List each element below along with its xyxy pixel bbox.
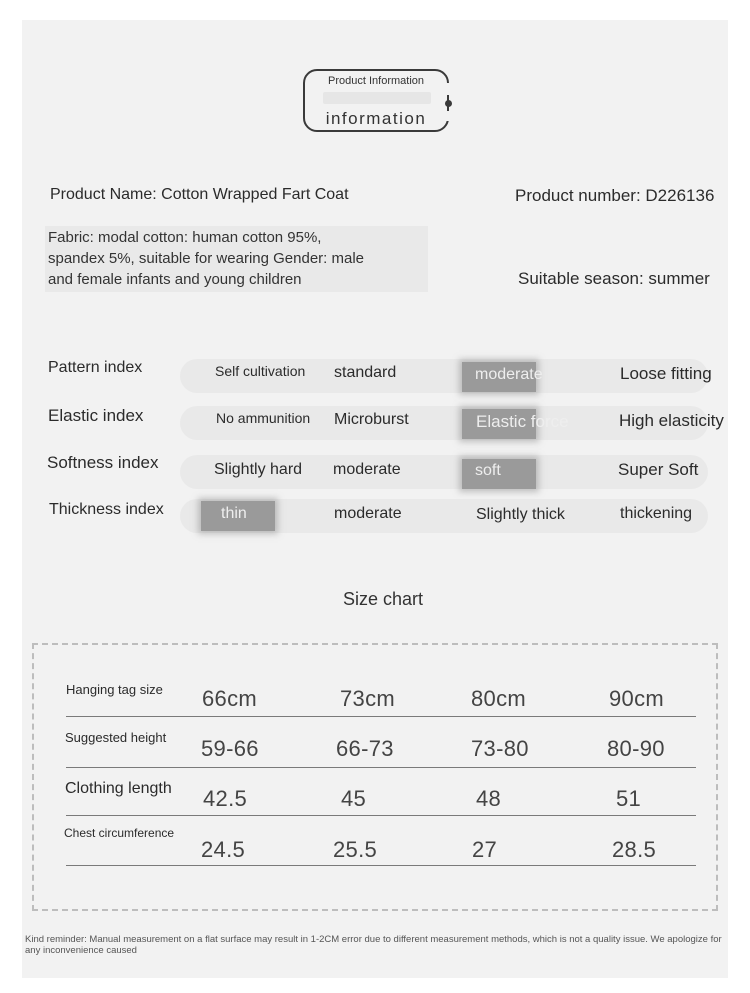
size-cell: 28.5 <box>612 837 657 862</box>
elastic-index-label: Elastic index <box>48 406 144 425</box>
suitable-season: Suitable season: summer <box>518 269 710 288</box>
size-cell: 51 <box>616 786 642 811</box>
badge-dot-icon <box>445 100 452 107</box>
table-divider <box>66 815 696 816</box>
size-cell: 90cm <box>609 686 664 711</box>
index-option: Microburst <box>334 411 409 428</box>
index-option: Loose fitting <box>620 364 712 383</box>
table-divider <box>66 865 696 866</box>
size-cell: 66cm <box>202 686 257 711</box>
product-name: Product Name: Cotton Wrapped Fart Coat <box>50 186 349 203</box>
index-option: No ammunition <box>216 410 311 426</box>
size-row-label: Hanging tag size <box>66 682 163 697</box>
index-option: moderate <box>334 505 402 522</box>
size-cell: 45 <box>341 786 367 811</box>
fabric-line: Fabric: modal cotton: human cotton 95%, <box>48 229 322 246</box>
kind-reminder: Kind reminder: Manual measurement on a flat surface may result in 1-2CM error due to different measurement methods, which is not a quality issue. We apologize for any inconvenience caused <box>25 934 722 956</box>
size-cell: 42.5 <box>203 786 248 811</box>
badge-title: information <box>325 109 427 128</box>
index-option: standard <box>334 364 397 381</box>
index-option-selected: soft <box>475 462 501 479</box>
index-option: Self cultivation <box>215 363 306 379</box>
fabric-line: spandex 5%, suitable for wearing Gender: male <box>48 250 365 267</box>
size-cell: 25.5 <box>333 837 378 862</box>
table-divider <box>66 767 696 768</box>
fabric-line: and female infants and young children <box>48 271 302 288</box>
index-option: Slightly thick <box>476 506 565 523</box>
index-option-selected: moderate <box>475 366 543 383</box>
index-option-selected: Elastic force <box>476 412 569 431</box>
pattern-index-label: Pattern index <box>48 359 143 376</box>
size-row-label: Chest circumference <box>64 826 175 840</box>
size-cell: 59-66 <box>201 736 259 761</box>
size-row-label: Suggested height <box>65 730 167 745</box>
index-option: thickening <box>620 505 693 522</box>
index-option: moderate <box>333 461 401 478</box>
product-number: Product number: D226136 <box>515 186 715 205</box>
information-badge <box>303 69 449 132</box>
size-chart-title: Size chart <box>343 589 424 609</box>
size-cell: 73cm <box>340 686 395 711</box>
size-cell: 24.5 <box>201 837 246 862</box>
table-divider <box>66 716 696 717</box>
size-cell: 80-90 <box>607 736 665 761</box>
size-cell: 73-80 <box>471 736 529 761</box>
size-cell: 66-73 <box>336 736 394 761</box>
size-cell: 48 <box>476 786 502 811</box>
size-cell: 27 <box>472 837 498 862</box>
index-option: Super Soft <box>618 460 699 479</box>
thickness-index-label: Thickness index <box>49 501 164 518</box>
fabric-description <box>48 227 418 290</box>
size-cell: 80cm <box>471 686 526 711</box>
index-option: High elasticity <box>619 411 724 430</box>
badge-ghost-text <box>323 92 431 104</box>
badge-small-title: Product Information <box>328 75 424 87</box>
index-option-selected: thin <box>221 505 247 522</box>
index-option: Slightly hard <box>214 461 303 478</box>
size-row-label: Clothing length <box>65 780 172 797</box>
softness-index-label: Softness index <box>47 453 159 472</box>
